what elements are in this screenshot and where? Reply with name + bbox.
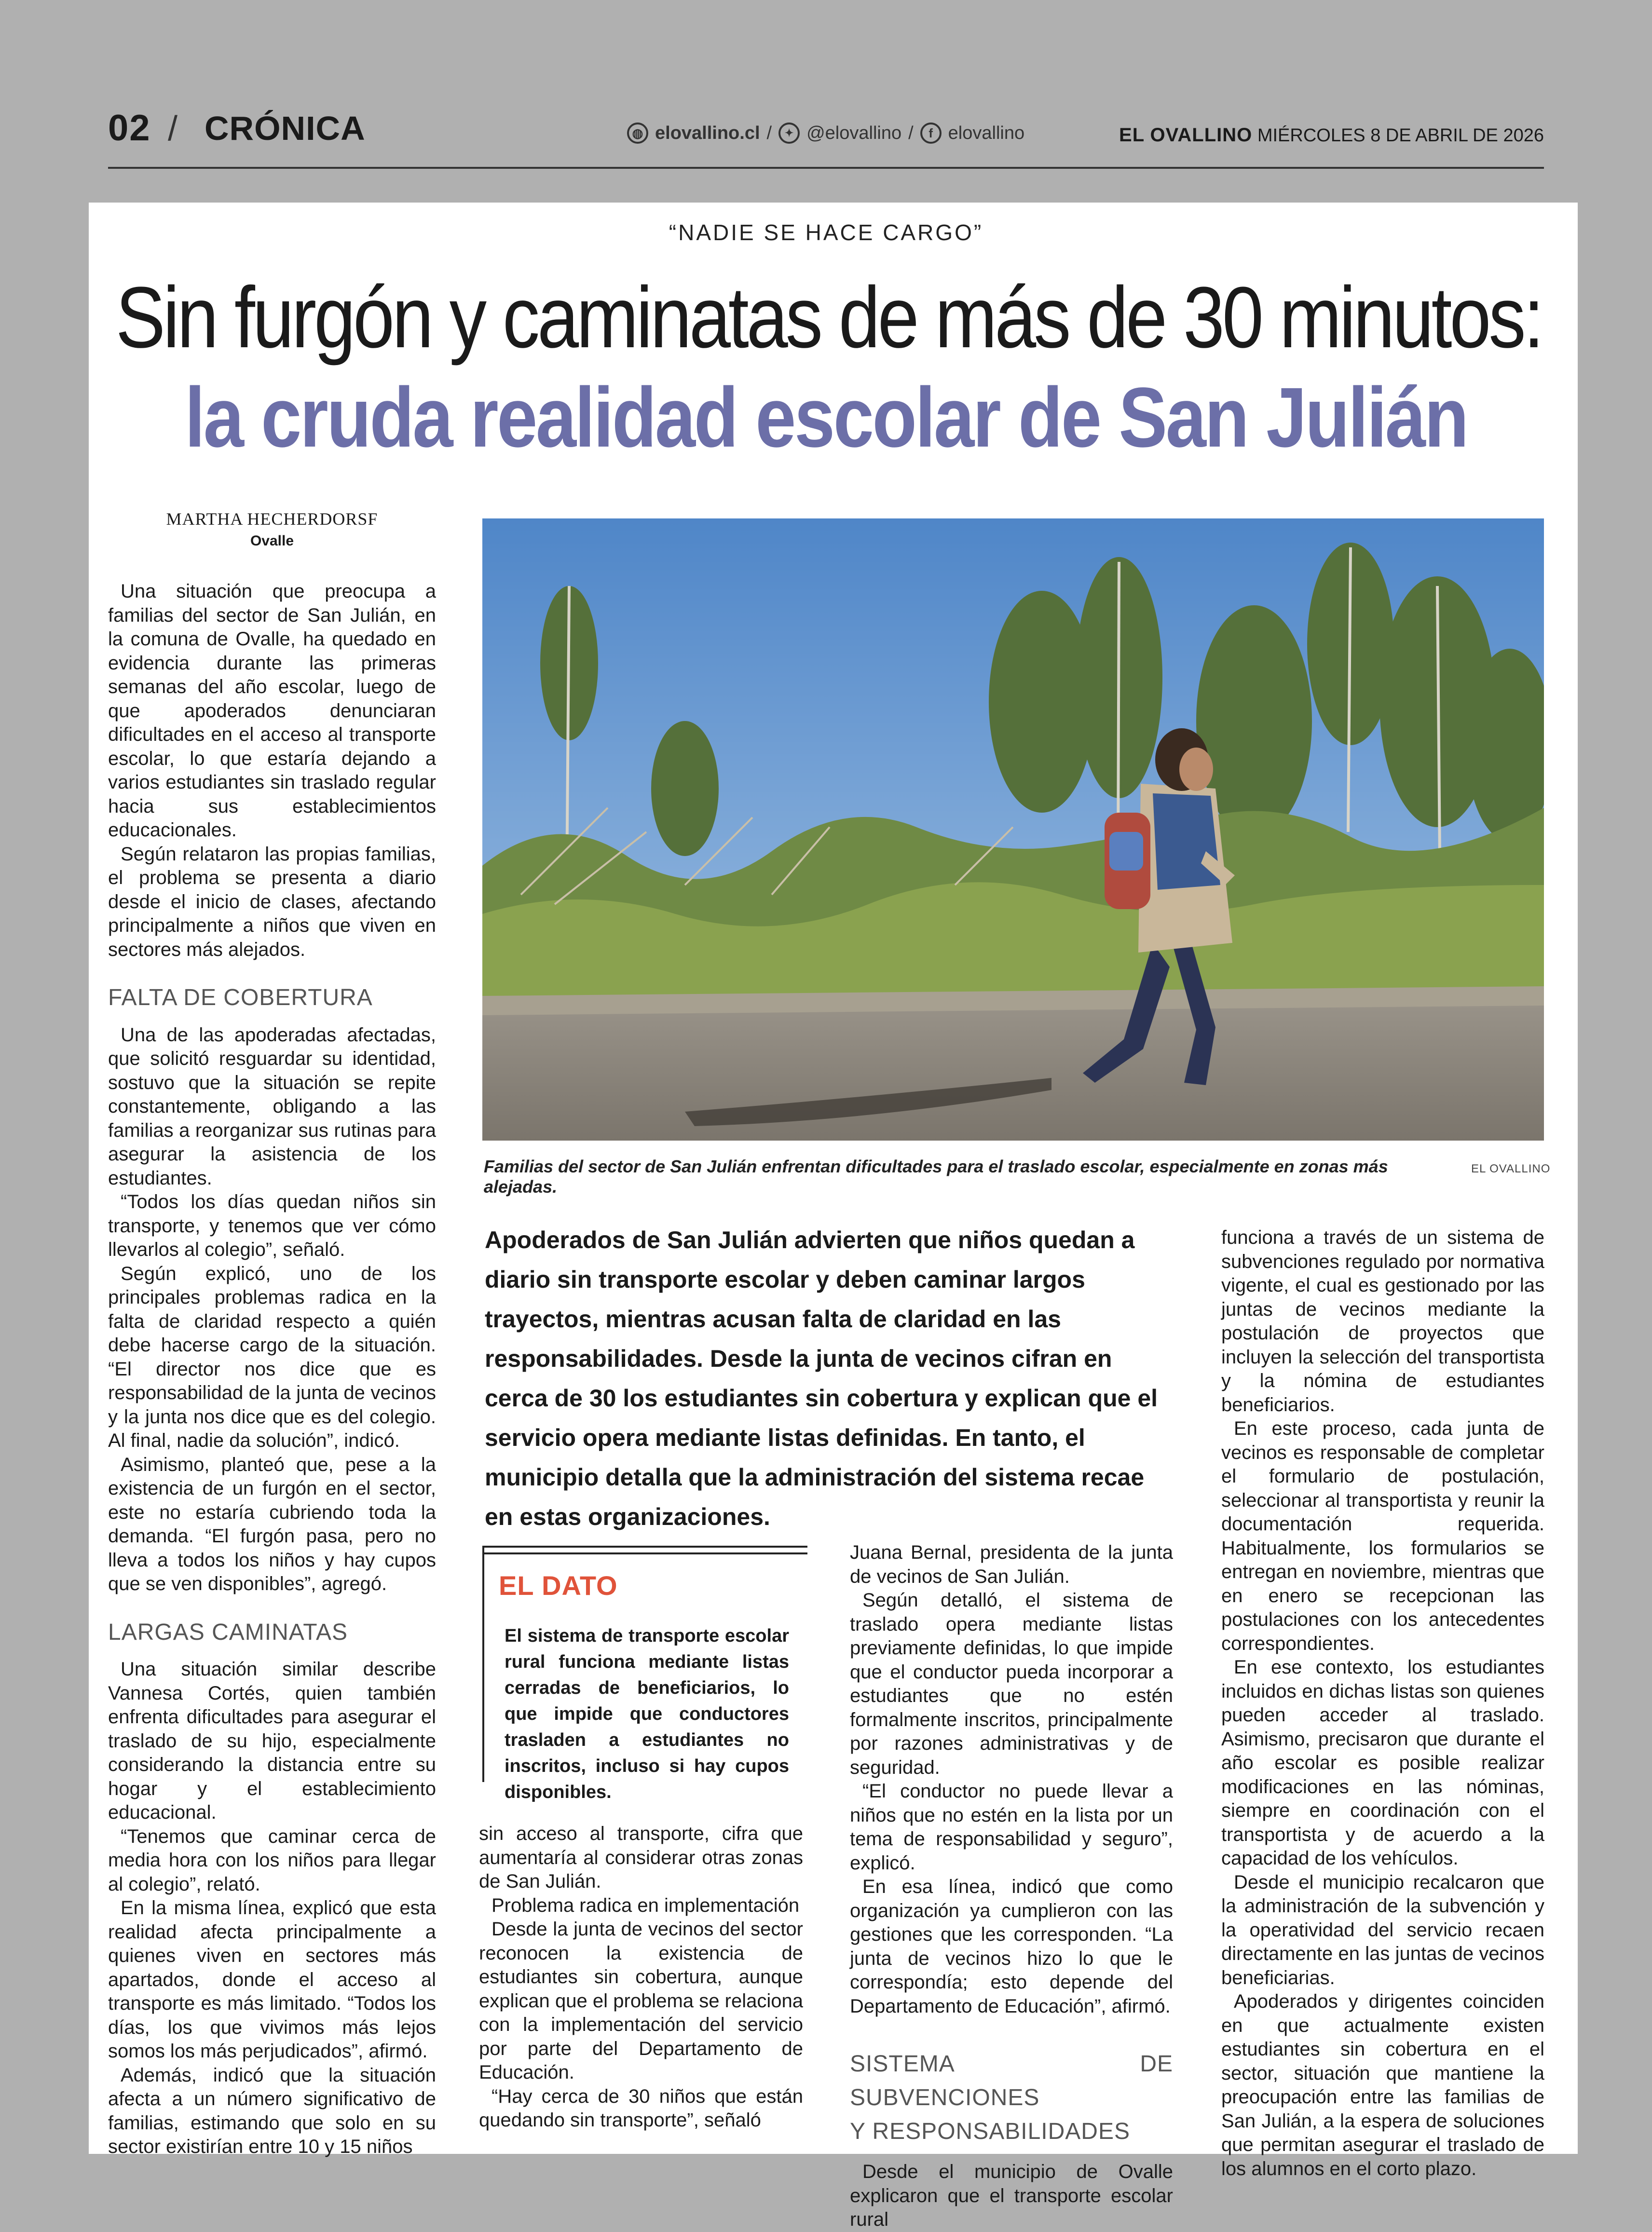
facebook-handle[interactable]: elovallino xyxy=(948,122,1025,143)
social-separator: / xyxy=(908,122,914,143)
paragraph: Desde la junta de vecinos del sector reconocen la existencia de estudiantes sin cobertura, aunque explican que el problema se relaciona con la implementación del servicio por parte del Departamento de Educación. xyxy=(479,1919,803,2083)
article-kicker: “NADIE SE HACE CARGO” xyxy=(669,220,983,245)
page-number: 02 xyxy=(108,108,151,149)
paragraph: “Tenemos que caminar cerca de media hora con los niños para llegar al colegio”, relató. xyxy=(108,1825,436,1895)
headline-line-2: la cruda realidad escolar de San Julián xyxy=(185,370,1467,465)
paragraph: Juana Bernal, presidenta de la junta de vecinos de San Julián. xyxy=(850,1542,1173,1587)
header-rule xyxy=(108,167,1544,169)
article-photo xyxy=(482,518,1544,1141)
subheading: LARGAS CAMINATAS xyxy=(108,1619,348,1645)
www-globe-icon: ◍ xyxy=(627,122,648,144)
paragraph: Desde el municipio de Ovalle explicaron que el transporte escolar rural xyxy=(850,2161,1173,2230)
subheading-line: SISTEMA DE SUBVENCIONES xyxy=(850,2051,1173,2110)
paragraph: “El conductor no puede llevar a niños que no estén en la lista por un tema de responsabilidad y seguro”, explicó. xyxy=(850,1781,1173,1874)
box-rule xyxy=(484,1552,807,1554)
subheading-line: Y RESPONSABILIDADES xyxy=(850,2119,1130,2144)
newspaper-name: EL OVALLINO xyxy=(1119,124,1253,146)
paragraph: En este proceso, cada junta de vecinos es responsable de completar el formulario de postulación, seleccionar al transportista y reunir la documentación requerida. Habitualmente, los formularios se entregan en noviembre, mientras que en enero se recepcionan las postulaciones con los antecedentes correspondientes. xyxy=(1221,1418,1544,1654)
body-column-1 xyxy=(108,580,436,2159)
body-column-2 xyxy=(479,1822,803,2133)
article-lead: Apoderados de San Julián advierten que niños quedan a diario sin transporte escolar y deben caminar largos trayectos, mientras acusan falta de claridad en las responsabilidades. Desde la junta de vecinos cifran en cerca de 30 los estudiantes sin cobertura y explican que el servicio opera mediante listas definidas. En tanto, el municipio detalla que la administración del sistema recae en estas organizaciones. xyxy=(485,1226,1158,1530)
social-links xyxy=(627,122,1024,144)
paragraph: Según explicó, uno de los principales problemas radica en la falta de claridad respecto a quién debe hacerse cargo de la situación. “El director nos dice que es responsabilidad de la junta de vecinos y la junta nos dice que es del colegio. Al final, nadie da solución”, indicó. xyxy=(108,1263,436,1451)
twitter-bird-icon: ✦ xyxy=(778,122,800,144)
paragraph: funciona a través de un sistema de subvenciones regulado por normativa vigente, el cual es gestionado por las juntas de vecinos mediante la postulación de proyectos que incluyen la selección del transportista y la nómina de estudiantes beneficiarios. xyxy=(1221,1227,1544,1415)
paragraph: En ese contexto, los estudiantes incluidos en dichas listas son quienes pueden acceder al traslado. Asimismo, precisaron que durante el año escolar es posible realizar modificaciones en las nóminas, siempre en coordinación con el transportista y de acuerdo a la capacidad de los vehículos. xyxy=(1221,1657,1544,1869)
el-dato-box xyxy=(482,1546,807,1802)
paragraph: Una situación que preocupa a familias del sector de San Julián, en la comuna de Ovalle, ha quedado en evidencia durante las primeras semanas del año escolar, luego de que apoderados denunciaran dificultades en el acceso al transporte escolar, lo que estaría dejando a varios estudiantes sin traslado regular hacia sus establecimientos educacionales. xyxy=(108,581,436,841)
social-separator: / xyxy=(766,122,772,143)
paragraph: Además, indicó que la situación afecta a un número significativo de familias, estimando que solo en su sector existirían entre 10 y 15 niños xyxy=(108,2064,436,2157)
headline-line-1: Sin furgón y caminatas de más de 30 minutos: xyxy=(115,269,1542,366)
paragraph: sin acceso al transporte, cifra que aumentaría al considerar otras zonas de San Julián. xyxy=(479,1823,803,1892)
paragraph: Una situación similar describe Vannesa Cortés, quien también enfrenta dificultades para asegurar el traslado de su hijo, especialmente considerando la distancia entre su hogar y el establecimiento educacional. xyxy=(108,1659,436,1823)
el-dato-title: EL DATO xyxy=(499,1570,618,1601)
body-column-3 xyxy=(850,1541,1173,2232)
box-rule xyxy=(484,1546,807,1548)
subheading: FALTA DE COBERTURA xyxy=(108,985,373,1010)
subheading xyxy=(850,2047,1173,2149)
paragraph: Desde el municipio recalcaron que la administración de la subvención y la operatividad del servicio recaen directamente en las juntas de vecinos beneficiarias. xyxy=(1221,1871,1544,1988)
paragraph: Problema radica en implementación xyxy=(492,1894,800,1916)
photo-caption: Familias del sector de San Julián enfrentan dificultades para el traslado escolar, especialmente en zonas más alejadas. xyxy=(484,1157,1388,1197)
paragraph: Una de las apoderadas afectadas, que solicitó resguardar su identidad, sostuvo que la situación se repite constantemente, obligando a las familias a reorganizar sus rutinas para asegurar la asistencia de los estudiantes. xyxy=(108,1024,436,1189)
paragraph: Según detalló, el sistema de traslado opera mediante listas previamente definidas, lo que impide que el conductor pueda incorporar a estudiantes que no estén formalmente inscritos, principalmente por razones administrativas y de seguridad. xyxy=(850,1590,1173,1778)
website-link[interactable]: elovallino.cl xyxy=(655,122,760,143)
paragraph: Asimismo, planteó que, pese a la existencia de un furgón en el sector, este no estaría cubriendo toda la demanda. “El furgón pasa, pero no lleva a todos los niños y hay cupos que se ven disponibles”, agregó. xyxy=(108,1454,436,1594)
paragraph: Según relataron las propias familias, el problema se presenta a diario desde el inicio de clases, afectando principalmente a niños que viven en sectores más alejados. xyxy=(108,843,436,960)
paragraph: “Todos los días quedan niños sin transporte, y tenemos que ver cómo llevarlos al colegio”, señaló. xyxy=(108,1191,436,1260)
paragraph: En la misma línea, explicó que esta realidad afecta principalmente a quienes viven en sectores más apartados, donde el acceso al transporte es más limitado. “Todos los días, los que vivimos más lejos somos los más perjudicados”, afirmó. xyxy=(108,1897,436,2062)
issue-date: MIÉRCOLES 8 DE ABRIL DE 2026 xyxy=(1257,125,1544,146)
el-dato-text: El sistema de transporte escolar rural funciona mediante listas cerradas de beneficiarios, lo que impide que conductores trasladen a estudiantes no inscritos, incluso si hay cupos disponibles. xyxy=(505,1626,789,1802)
masthead xyxy=(1119,124,1544,146)
section-name: CRÓNICA xyxy=(205,109,366,147)
facebook-f-icon: f xyxy=(920,122,942,144)
byline-author: MARTHA HECHERDORSF xyxy=(166,509,378,529)
photo-credit: EL OVALLINO xyxy=(1471,1162,1551,1175)
paragraph: En esa línea, indicó que como organización ya cumplieron con las gestiones que les corresponden. “La junta de vecinos hizo lo que le correspondía; esto depende del Departamento de Educación”, afirmó. xyxy=(850,1876,1173,2017)
header-slash: / xyxy=(168,109,178,148)
paragraph: “Hay cerca de 30 niños que están quedando sin transporte”, señaló xyxy=(479,2085,803,2131)
twitter-handle[interactable]: @elovallino xyxy=(806,122,902,143)
paragraph: Apoderados y dirigentes coinciden en que actualmente existen estudiantes sin cobertura en el sector, situación que mantiene la preocupación entre las familias de San Julián, a la espera de soluciones que permitan asegurar el traslado de los alumnos en el corto plazo. xyxy=(1221,1991,1544,2179)
body-column-4 xyxy=(1221,1226,1544,2181)
byline-location: Ovalle xyxy=(250,533,294,549)
